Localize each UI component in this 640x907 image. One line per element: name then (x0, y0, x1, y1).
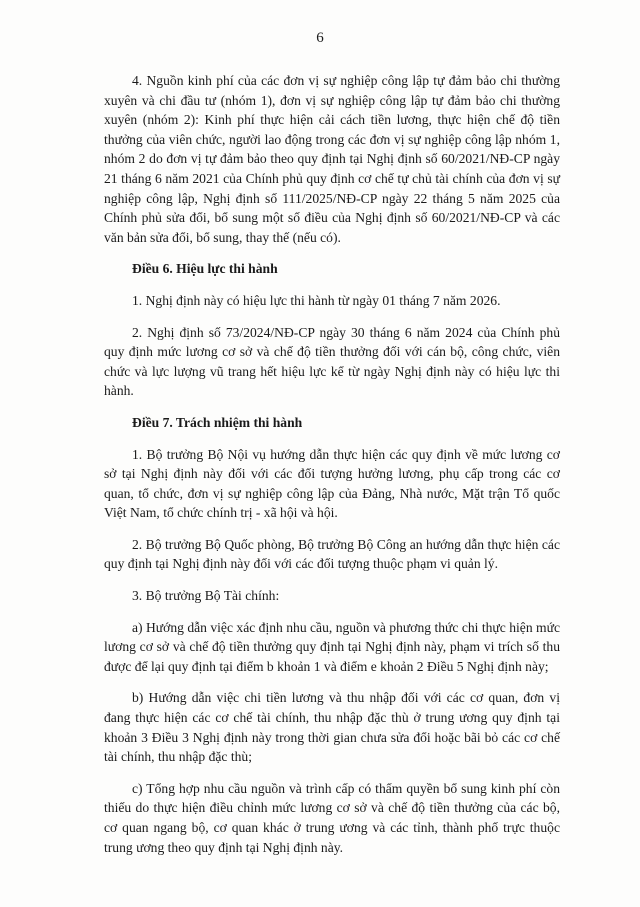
page-number: 6 (316, 30, 324, 46)
article-7-heading: Điều 7. Trách nhiệm thi hành (132, 414, 303, 430)
paragraph-item-c: c) Tổng hợp nhu cầu nguồn và trình cấp có thẩm quyền bổ sung kinh phí còn thiếu do thực hiện điều chỉnh mức lương cơ sở và chế độ tiền thưởng của các bộ, cơ quan ngang bộ, cơ quan khác ở trung ương và các tỉnh, thành phố trực thuộc trung ương theo quy định tại Nghị định này. (104, 780, 560, 855)
document-body (104, 71, 560, 869)
paragraph-funding-source: 4. Nguồn kinh phí của các đơn vị sự nghiệp công lập tự đảm bảo chi thường xuyên và chi đầu tư (nhóm 1), đơn vị sự nghiệp công lập tự đảm bảo chi thường xuyên (nhóm 2): Kinh phí thực hiện cải cách tiền lương, thực hiện chế độ tiền thưởng của viên chức, người lao động trong các đơn vị sự nghiệp công lập nhóm 1, nhóm 2 do đơn vị tự đảm bảo theo quy định tại Nghị định số 60/2021/NĐ-CP ngày 21 tháng 6 năm 2021 của Chính phủ quy định cơ chế tự chủ tài chính của đơn vị sự nghiệp công lập, Nghị định số 111/2025/NĐ-CP ngày 22 tháng 5 năm 2025 của Chính phủ sửa đổi, bổ sung một số điều của Nghị định số 60/2021/NĐ-CP và các văn bản sửa đổi, bổ sung, thay thế (nếu có). (104, 73, 560, 245)
paragraph-item-b: b) Hướng dẫn việc chi tiền lương và thu nhập đối với các cơ quan, đơn vị đang thực hiện các cơ chế tài chính, thu nhập đặc thù ở trung ương quy định tại khoản 3 Điều 3 Nghị định này trong thời gian chưa sửa đổi hoặc bãi bỏ các cơ chế tài chính, thu nhập đặc thù; (104, 690, 560, 765)
article-6-heading: Điều 6. Hiệu lực thi hành (132, 261, 278, 277)
paragraph-effective-date: 1. Nghị định này có hiệu lực thi hành từ ngày 01 tháng 7 năm 2026. (132, 292, 501, 308)
paragraph-home-affairs: 1. Bộ trưởng Bộ Nội vụ hướng dẫn thực hiện các quy định về mức lương cơ sở tại Nghị định này đối với các đối tượng hưởng lương, phụ cấp trong các cơ quan, tổ chức, đơn vị sự nghiệp công lập của Đảng, Nhà nước, Mặt trận Tổ quốc Việt Nam, tổ chức chính trị - xã hội và hội. (104, 446, 560, 521)
paragraph-repeal: 2. Nghị định số 73/2024/NĐ-CP ngày 30 tháng 6 năm 2024 của Chính phủ quy định mức lương cơ sở và chế độ tiền thưởng đối với cán bộ, công chức, viên chức và lực lượng vũ trang hết hiệu lực kể từ ngày Nghị định này có hiệu lực thi hành. (104, 324, 560, 399)
paragraph-defense-security: 2. Bộ trưởng Bộ Quốc phòng, Bộ trưởng Bộ Công an hướng dẫn thực hiện các quy định tại Nghị định này đối với các đối tượng thuộc phạm vi quản lý. (104, 536, 560, 572)
paragraph-finance-minister: 3. Bộ trưởng Bộ Tài chính: (132, 588, 280, 604)
paragraph-item-a: a) Hướng dẫn việc xác định nhu cầu, nguồn và phương thức chi thực hiện mức lương cơ sở và chế độ tiền thưởng quy định tại Nghị định này, phạm vi trích số thu được để lại quy định tại điểm b khoản 1 và điểm e khoản 2 Điều 5 Nghị định này; (104, 619, 560, 674)
